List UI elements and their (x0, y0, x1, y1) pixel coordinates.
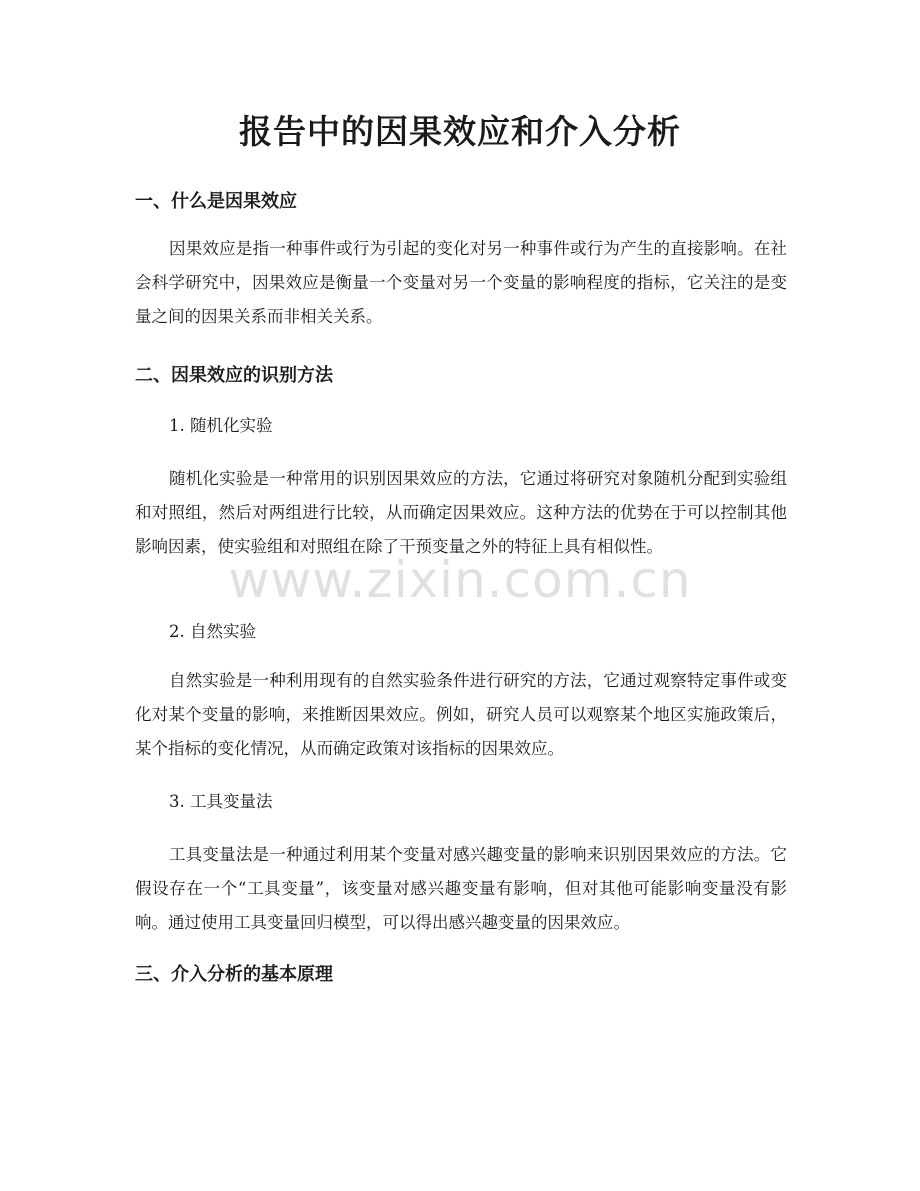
section-heading-1: 一、什么是因果效应 (135, 191, 297, 212)
section-heading-2: 二、因果效应的识别方法 (135, 365, 333, 386)
section-1-paragraph: 因果效应是指一种事件或行为引起的变化对另一种事件或行为产生的直接影响。在社会科学研究中，因果效应是衡量一个变量对另一个变量的影响程度的指标，它关注的是变量之间的因果关系而非相关关系。 (135, 239, 787, 326)
method-3-paragraph: 工具变量法是一种通过利用某个变量对感兴趣变量的影响来识别因果效应的方法。它假设存在一个“工具变量”，该变量对感兴趣变量有影响，但对其他可能影响变量没有影响。通过使用工具变量回归模型，可以得出感兴趣变量的因果效应。 (135, 845, 787, 932)
page-title: 报告中的因果效应和介入分析 (239, 112, 681, 151)
method-2-paragraph: 自然实验是一种利用现有的自然实验条件进行研究的方法，它通过观察特定事件或变化对某个变量的影响，来推断因果效应。例如，研究人员可以观察某个地区实施政策后，某个指标的变化情况，从而确定政策对该指标的因果效应。 (135, 671, 787, 758)
method-1-paragraph: 随机化实验是一种常用的识别因果效应的方法，它通过将研究对象随机分配到实验组和对照组，然后对两组进行比较，从而确定因果效应。这种方法的优势在于可以控制其他影响因素，使实验组和对照组在除了干预变量之外的特征上具有相似性。 (135, 469, 787, 556)
method-3-label: 3. 工具变量法 (169, 792, 273, 811)
method-2-label: 2. 自然实验 (169, 622, 256, 641)
method-1-label: 1. 随机化实验 (169, 416, 273, 435)
watermark-text: www.zixin.com.cn (228, 551, 692, 609)
section-heading-3: 三、介入分析的基本原理 (135, 964, 333, 985)
